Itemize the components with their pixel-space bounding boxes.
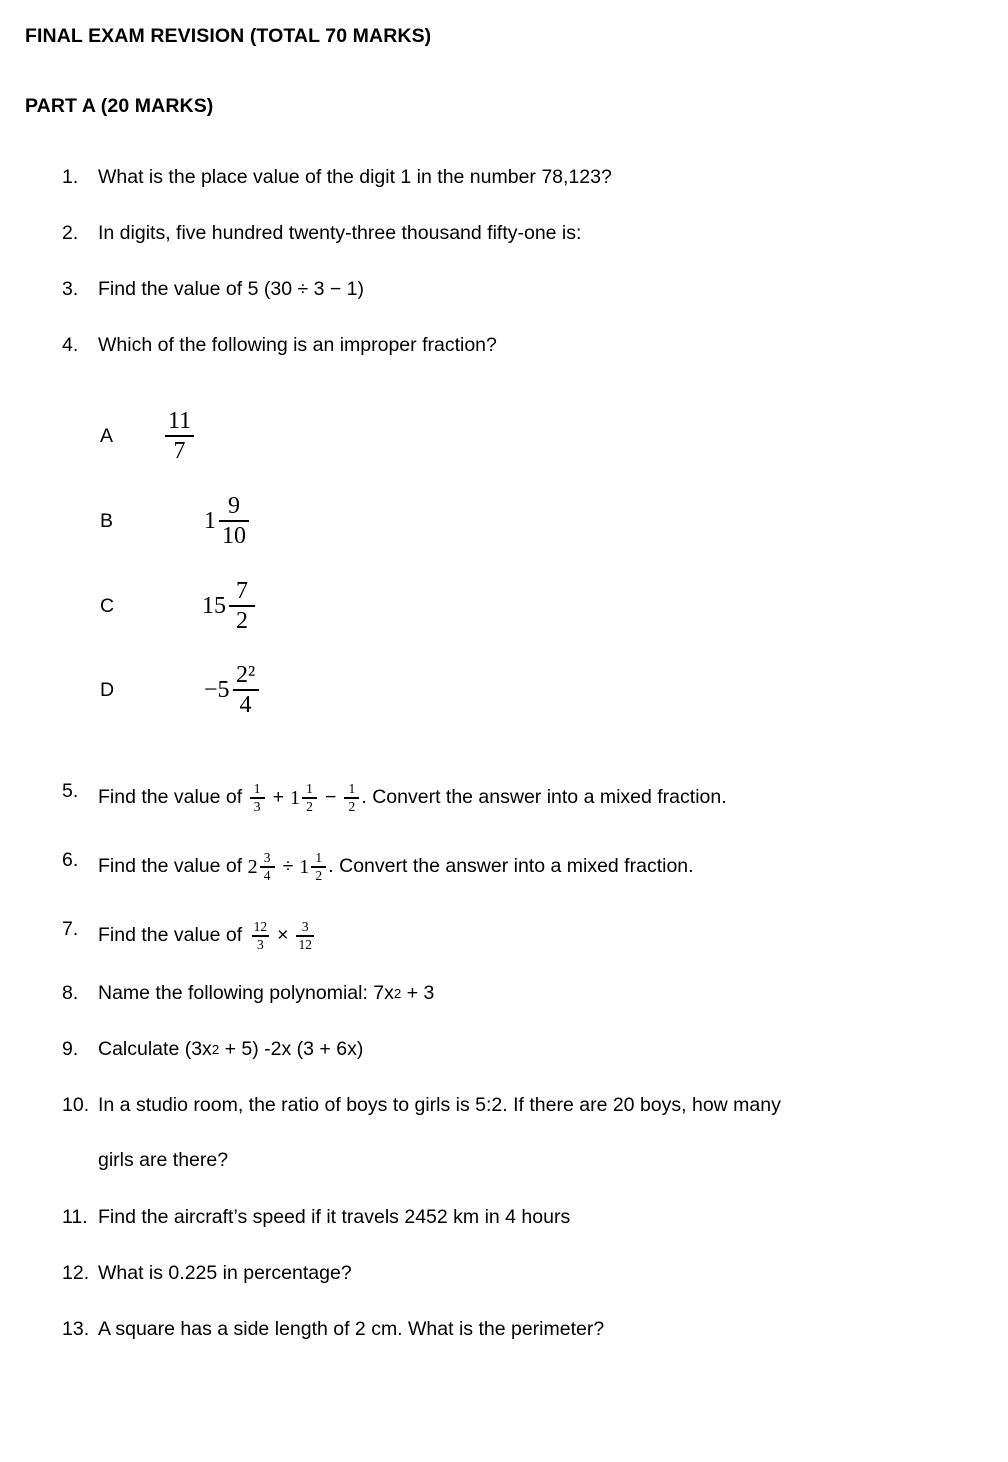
option-value [162, 578, 255, 634]
fraction-numerator: 12 [253, 919, 268, 934]
option-value [162, 662, 259, 718]
question-number: 8. [62, 982, 79, 1004]
fraction-bar [165, 435, 194, 437]
question-number: 7. [62, 918, 79, 940]
fraction-one-third [250, 782, 265, 814]
question-text-line1: In a studio room, the ratio of boys to girls is 5:2. If there are 20 boys, how many [98, 1094, 781, 1116]
fraction [233, 662, 259, 718]
fraction-denominator: 7 [173, 437, 186, 464]
question-text-prefix: Find the value of [98, 855, 248, 878]
question-number: 12. [62, 1262, 90, 1284]
fraction-denominator: 2 [306, 798, 313, 814]
fraction-one-half [311, 851, 326, 883]
question-text-prefix: Find the value of [98, 924, 248, 947]
fraction-bar [233, 689, 259, 691]
fraction-numerator: 3 [301, 919, 309, 934]
fraction-denominator: 10 [222, 522, 246, 549]
operator-multiply: × [277, 924, 289, 947]
whole-number: 2 [247, 855, 258, 878]
question-text-prefix: Find the value of [98, 786, 248, 809]
fraction [229, 578, 255, 634]
option-letter: C [100, 594, 115, 617]
fraction-denominator: 2 [315, 867, 323, 883]
question-number: 3. [62, 278, 79, 300]
question-item-4 [62, 336, 497, 356]
question-number: 9. [62, 1038, 79, 1060]
question-text-before: Calculate (3x [98, 1038, 212, 1060]
question-item-1 [62, 168, 612, 188]
question-text-before: Name the following polynomial: 7x [98, 982, 394, 1004]
option-letter: D [100, 678, 115, 701]
question-item-11 [62, 1208, 570, 1228]
question-number: 5. [62, 780, 79, 802]
fraction [165, 408, 194, 464]
question-item-9: 9. Calculate (3x 2 + 5) -2x (3 + 6x) [62, 1038, 364, 1060]
fraction-bar [229, 605, 255, 607]
fraction-denominator: 2 [348, 798, 356, 814]
operator-minus: − [324, 786, 337, 809]
part-heading: PART A (20 MARKS) [25, 95, 214, 117]
question-text: What is the place value of the digit 1 in the number 78,123? [98, 166, 612, 188]
fraction-numerator: 7 [236, 578, 248, 604]
choice-option-d[interactable] [100, 662, 259, 718]
fraction-denominator: 2 [236, 607, 248, 634]
question-text: Which of the following is an improper fraction? [98, 334, 497, 356]
question-text: What is 0.225 in percentage? [98, 1262, 352, 1284]
option-whole-number: 1 [204, 508, 216, 535]
question-item-12 [62, 1264, 352, 1284]
question-text: Find the aircraft’s speed if it travels 2452 km in 4 hours [98, 1206, 571, 1228]
question-item-6 [62, 851, 694, 883]
fraction-three-quarters [260, 851, 275, 883]
fraction-denominator: 3 [256, 936, 264, 952]
fraction-denominator: 4 [263, 867, 271, 883]
question-item-7 [62, 920, 316, 952]
question-text: In digits, five hundred twenty-three thousand fifty-one is: [98, 222, 582, 244]
question-text: A square has a side length of 2 cm. What is the perimeter? [98, 1318, 605, 1340]
whole-number: 1 [289, 786, 300, 809]
option-whole-number: 15 [202, 593, 226, 620]
fraction-one-half [302, 782, 317, 814]
fraction-numerator: 1 [348, 781, 356, 796]
question-item-13 [62, 1320, 604, 1340]
fraction-numerator: 1 [253, 781, 261, 796]
fraction-three-twelfths [296, 920, 314, 952]
fraction-denominator: 12 [298, 936, 312, 952]
choice-option-a[interactable] [100, 408, 194, 464]
operator-plus: + [272, 786, 284, 809]
fraction-twelve-thirds [252, 920, 270, 952]
document-title: FINAL EXAM REVISION (TOTAL 70 MARKS) [25, 25, 432, 47]
fraction-numerator: 2² [235, 662, 256, 688]
option-letter: B [100, 509, 114, 532]
question-text-suffix: . Convert the answer into a mixed fraction. [328, 855, 694, 878]
question-number: 10. [62, 1094, 90, 1116]
question-text: Find the value of 5 (30 ÷ 3 − 1) [98, 278, 364, 300]
fraction-denominator: 4 [239, 691, 252, 718]
whole-number: 1 [299, 855, 310, 878]
fraction-one-half-2 [344, 782, 359, 814]
question-item-10 [62, 1096, 781, 1170]
question-item-2 [62, 224, 581, 244]
fraction-numerator: 1 [306, 781, 313, 796]
option-letter: A [100, 424, 114, 447]
fraction-numerator: 1 [315, 850, 323, 865]
choice-option-c[interactable] [100, 578, 255, 634]
question-number: 2. [62, 222, 79, 244]
question-text-after: + 5) -2x (3 + 6x) [219, 1038, 364, 1060]
operator-divide: ÷ [282, 855, 294, 878]
option-value [162, 408, 194, 464]
question-number: 4. [62, 334, 79, 356]
question-text-after: + 3 [401, 982, 435, 1004]
option-whole-number: −5 [204, 677, 230, 704]
option-value [162, 493, 249, 549]
question-text-suffix: . Convert the answer into a mixed fraction. [361, 786, 727, 809]
question-text-line2: girls are there? [98, 1148, 229, 1171]
fraction-numerator: 9 [228, 493, 240, 519]
question-number: 11. [62, 1206, 88, 1228]
question-number: 6. [62, 849, 79, 871]
fraction [219, 493, 249, 549]
choice-option-b[interactable] [100, 493, 249, 549]
fraction-bar [219, 520, 249, 522]
question-number: 13. [62, 1318, 90, 1340]
fraction-numerator: 11 [168, 408, 192, 434]
question-item-5 [62, 782, 727, 814]
question-number: 1. [62, 166, 79, 188]
fraction-numerator: 3 [263, 850, 271, 865]
question-item-8: 8. Name the following polynomial: 7x 2 + 3 [62, 982, 435, 1004]
question-item-3 [62, 280, 364, 300]
fraction-denominator: 3 [253, 798, 261, 814]
